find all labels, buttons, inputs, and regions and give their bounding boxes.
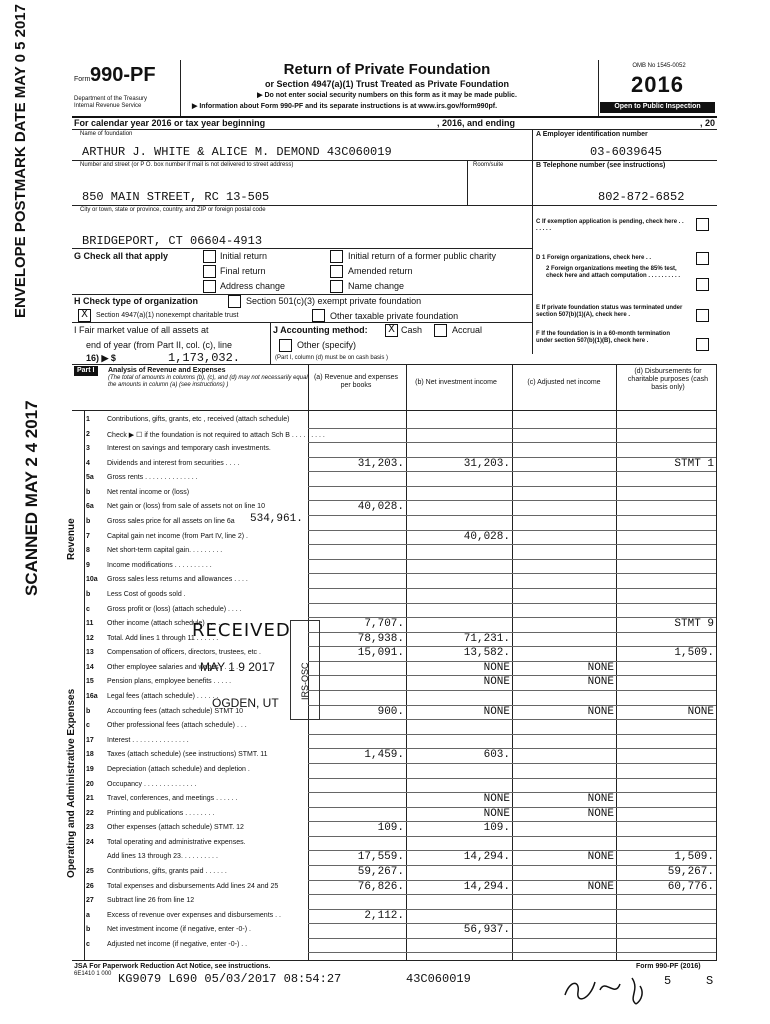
row-number: 8 <box>86 547 90 555</box>
h-501c3: Section 501(c)(3) exempt private foundation <box>246 296 422 306</box>
row-label: Compensation of officers, directors, trustees, etc . <box>107 649 261 657</box>
street-address[interactable]: 850 MAIN STREET, RC 13-505 <box>82 190 270 204</box>
col-b-value[interactable]: 13,582. <box>463 647 510 660</box>
col-c-value[interactable]: NONE <box>587 880 614 893</box>
col-c-value[interactable]: NONE <box>587 676 614 689</box>
col-b-value[interactable]: 40,028. <box>463 530 510 543</box>
row-label: Other income (attach schedule) . . . . . . <box>107 620 228 628</box>
received-stamp: RECEIVED <box>192 620 291 641</box>
phone-value[interactable]: 802-872-6852 <box>598 190 685 204</box>
omb-number: OMB No 1545-0052 <box>632 63 686 69</box>
row-number: 21 <box>86 795 94 803</box>
row-divider <box>308 515 716 516</box>
row-divider <box>308 734 716 735</box>
calendar-mid: , 2016, and ending <box>437 118 516 128</box>
foundation-name[interactable]: ARTHUR J. WHITE & ALICE M. DEMOND 43C060019 <box>82 145 392 159</box>
footer-batch: KG9079 L690 05/03/2017 08:54:27 <box>118 972 342 986</box>
city-label: City or town, state or province, country, and ZIP or foreign postal code <box>80 207 266 213</box>
col-d-value[interactable]: 1,509. <box>674 647 714 660</box>
row-label: Occupancy . . . . . . . . . . . . . . <box>107 780 197 788</box>
row-divider <box>308 544 716 545</box>
row-number: 14 <box>86 663 94 671</box>
row-label: Legal fees (attach schedule) . . . . . . <box>107 693 219 701</box>
label-f: F If the foundation is in a 60-month termination under section 507(b)(1)(B), check here . <box>536 331 671 344</box>
checkbox-amended-return[interactable] <box>330 265 343 278</box>
col-b-value[interactable]: NONE <box>483 661 510 674</box>
row-label: Taxes (attach schedule) (see instructions) STMT. 11 <box>107 751 268 759</box>
footer-s: S <box>706 974 714 988</box>
part1-tag: Part I <box>74 366 98 376</box>
g-final-return: Final return <box>220 266 266 276</box>
row-label: Adjusted net income (if negative, enter -0-) . . <box>107 940 248 948</box>
calendar-end: , 20 <box>700 118 716 128</box>
handwritten-initials-icon <box>560 970 660 1010</box>
dept-treasury: Department of the Treasury <box>74 96 148 102</box>
row-number: 9 <box>86 561 90 569</box>
row-label: Depreciation (attach schedule) and depletion . <box>107 765 250 773</box>
checkbox-former-public-charity[interactable] <box>330 250 343 263</box>
h-other-taxable: Other taxable private foundation <box>330 311 459 321</box>
row-label: Gross sales price for all assets on line 6a <box>107 518 235 526</box>
g-amended: Amended return <box>348 266 413 276</box>
h-4947: Section 4947(a)(1) nonexempt charitable trust <box>96 312 239 319</box>
part1-title: Analysis of Revenue and Expenses <box>108 367 226 374</box>
part1-title-note: (The total of amounts in columns (b), (c), and (d) may not necessarily equal the amounts in column (a) (see instructions) ) <box>108 375 308 388</box>
irs-osc-stamp: IRS-OSC <box>300 662 310 700</box>
row-divider <box>308 588 716 589</box>
col-c-value[interactable]: NONE <box>587 793 614 806</box>
row-number: b <box>86 590 91 598</box>
row-divider <box>308 675 716 676</box>
ssn-note: ▶ Do not enter social security numbers on this form as it may be made public. <box>257 92 517 99</box>
checkbox-d1[interactable] <box>696 252 709 265</box>
row-number: 16a <box>86 693 98 701</box>
col-d-value[interactable]: STMT 1 <box>674 457 714 470</box>
col-d-value[interactable]: NONE <box>687 705 714 718</box>
row-label: Gross sales less returns and allowances . . . . <box>107 576 248 584</box>
row-number: 7 <box>86 532 90 540</box>
row-label: Total. Add lines 1 through 11 . . . . . . <box>107 634 219 642</box>
checkbox-501c3[interactable] <box>228 295 241 308</box>
i-line2: end of year (from Part II, col. (c), line <box>86 340 233 350</box>
label-d2: 2 Foreign organizations meeting the 85% test, check here and attach computation . . . . . . . . . . <box>546 266 681 279</box>
col-c-value[interactable]: NONE <box>587 807 614 820</box>
checkbox-accrual[interactable] <box>434 324 447 337</box>
phone-label: B Telephone number (see instructions) <box>536 162 666 169</box>
ogden-stamp: OGDEN, UT <box>212 696 279 710</box>
footer-code: 6E1410 1 000 <box>74 971 112 977</box>
row-label: Accounting fees (attach schedule) STMT 10 <box>107 707 244 715</box>
row-label: Travel, conferences, and meetings . . . . . . <box>107 795 238 803</box>
col-c-value[interactable]: NONE <box>587 661 614 674</box>
col-d-value[interactable]: 59,267. <box>667 865 714 878</box>
col-a-value[interactable]: 78,938. <box>357 632 404 645</box>
g-former-public: Initial return of a former public charity <box>348 251 497 261</box>
label-c: C If exemption application is pending, check here . . . . . . . <box>536 219 684 232</box>
row-label: Other professional fees (attach schedule) . . . <box>107 722 247 730</box>
row-divider <box>308 778 716 779</box>
col-a-value[interactable]: 15,091. <box>357 647 404 660</box>
col-c-header: (c) Adjusted net income <box>527 379 601 386</box>
col-d-header: (d) Disbursements for charitable purposes (cash basis only) <box>627 368 709 391</box>
row-label: Net gain or (loss) from sale of assets not on line 10 <box>107 503 265 511</box>
row-divider <box>308 471 716 472</box>
row-label: Net investment income (if negative, enter -0-) . <box>107 926 251 934</box>
row-number: 24 <box>86 838 94 846</box>
row-number: 23 <box>86 824 94 832</box>
row-number: 19 <box>86 765 94 773</box>
row-divider <box>308 573 716 574</box>
col-b-value[interactable]: 14,294. <box>463 851 510 864</box>
row-divider <box>308 923 716 924</box>
row-number: 13 <box>86 649 94 657</box>
j-accrual: Accrual <box>452 325 483 335</box>
row-label: Printing and publications . . . . . . . . <box>107 809 215 817</box>
col-a-value[interactable]: 76,826. <box>357 880 404 893</box>
i-line3: 16) ▶ $ <box>86 353 116 363</box>
checkbox-4947-checked[interactable]: X <box>78 309 91 322</box>
col-d-value[interactable]: 60,776. <box>667 880 714 893</box>
col-c-value[interactable]: NONE <box>587 705 614 718</box>
row-label: Other employee salaries and wages . . . . . <box>107 663 239 671</box>
row-label: Subtract line 26 from line 12 <box>107 897 195 905</box>
row-number: 22 <box>86 809 94 817</box>
row-number: 25 <box>86 867 94 875</box>
name-label: Name of foundation <box>80 131 133 137</box>
col-b-value[interactable]: 109. <box>483 822 510 835</box>
col-b-value[interactable]: NONE <box>483 676 510 689</box>
col-c-value[interactable]: NONE <box>587 851 614 864</box>
checkbox-final-return[interactable] <box>203 265 216 278</box>
ein-label: A Employer identification number <box>536 131 648 138</box>
form-title: Return of Private Foundation <box>283 61 491 78</box>
row-label: Capital gain net income (from Part IV, line 2) . <box>107 532 248 540</box>
row-number: 15 <box>86 678 94 686</box>
row-number: 20 <box>86 780 94 788</box>
row-divider <box>308 661 716 662</box>
col-d-value[interactable]: STMT 9 <box>674 618 714 631</box>
ein-value[interactable]: 03-6039645 <box>590 145 663 159</box>
footer-id: 43C060019 <box>406 972 471 986</box>
row-label: Total operating and administrative expenses. <box>107 838 246 846</box>
label-d1: D 1 Foreign organizations, check here . . <box>536 255 652 261</box>
row-label: Contributions, gifts, grants paid . . . . . . <box>107 867 227 875</box>
row-divider <box>308 719 716 720</box>
tax-year: 2016 <box>631 72 684 97</box>
open-public-badge: Open to Public Inspection <box>600 102 715 113</box>
calendar-label: For calendar year 2016 or tax year beginning <box>74 118 266 128</box>
room-label: Room/suite <box>473 162 504 168</box>
form-number: 990-PF <box>90 64 156 86</box>
row-label: Excess of revenue over expenses and disbursements . . <box>107 911 281 919</box>
j-other: Other (specify) <box>297 340 357 350</box>
row-number: b <box>86 488 91 496</box>
row-label: Contributions, gifts, grants, etc , received (attach schedule) <box>107 416 290 423</box>
checkbox-other-taxable[interactable] <box>312 309 325 322</box>
received-date-stamp: MAY 1 9 2017 <box>200 660 275 674</box>
envelope-postmark-stamp: ENVELOPE POSTMARK DATE MAY 0 5 2017 <box>12 4 29 318</box>
i-line1: I Fair market value of all assets at <box>74 325 209 335</box>
row-number: 27 <box>86 897 94 905</box>
col-b-header: (b) Net investment income <box>415 379 497 386</box>
row-label: Gross rents . . . . . . . . . . . . . . <box>107 474 198 482</box>
row-number: 17 <box>86 736 94 744</box>
row-number: 3 <box>86 445 90 453</box>
col-a-value[interactable]: 2,112. <box>364 909 404 922</box>
checkbox-initial-return[interactable] <box>203 250 216 263</box>
row-label: Dividends and interest from securities . . . . <box>107 459 240 467</box>
row-divider <box>308 836 716 837</box>
col-a-value[interactable]: 7,707. <box>364 618 404 631</box>
row-divider <box>308 807 716 808</box>
row-number: b <box>86 926 91 934</box>
row-number: 12 <box>86 634 94 642</box>
row-number: 10a <box>86 576 98 584</box>
col-a-value[interactable]: 1,459. <box>364 749 404 762</box>
h-label: H Check type of organization <box>74 296 199 306</box>
checkbox-d2[interactable] <box>696 278 709 291</box>
row-number: 18 <box>86 751 94 759</box>
col-d-value[interactable]: 1,509. <box>674 851 714 864</box>
line6b-value[interactable]: 534,961. <box>250 513 303 525</box>
row-label: Net short-term capital gain. . . . . . . . . <box>107 547 223 555</box>
row-label: Pension plans, employee benefits . . . . . <box>107 678 232 686</box>
g-initial-return: Initial return <box>220 251 268 261</box>
col-b-value[interactable]: NONE <box>483 793 510 806</box>
row-divider <box>308 952 716 953</box>
row-divider <box>308 792 716 793</box>
checkbox-f[interactable] <box>696 338 709 351</box>
row-divider <box>308 486 716 487</box>
row-label: Gross profit or (loss) (attach schedule) . . . . <box>107 605 242 613</box>
row-divider <box>308 428 716 429</box>
city-state-zip[interactable]: BRIDGEPORT, CT 06604-4913 <box>82 234 263 248</box>
row-number: c <box>86 722 90 730</box>
j-cash: Cash <box>401 325 423 335</box>
row-number: 6a <box>86 503 94 511</box>
row-divider <box>308 763 716 764</box>
col-b-value[interactable]: 603. <box>483 749 510 762</box>
row-label: Income modifications . . . . . . . . . . <box>107 561 212 569</box>
instructions-note: ▶ Information about Form 990-PF and its separate instructions is at www.irs.gov/form990pf. <box>192 103 498 110</box>
form-prefix: Form <box>74 76 91 83</box>
checkbox-other-method[interactable] <box>279 339 292 352</box>
row-label: Add lines 13 through 23. . . . . . . . . . <box>107 853 218 861</box>
form-subtitle: or Section 4947(a)(1) Trust Treated as Private Foundation <box>264 79 510 89</box>
fair-market-value[interactable]: 1,173,032. <box>168 351 241 365</box>
col-a-value[interactable]: 109. <box>377 822 404 835</box>
col-b-value[interactable]: 31,203. <box>463 457 510 470</box>
col-a-value[interactable]: 17,559. <box>357 851 404 864</box>
irs-label: Internal Revenue Service <box>74 103 142 109</box>
col-a-value[interactable]: 59,267. <box>357 865 404 878</box>
row-number: 26 <box>86 882 94 890</box>
row-label: Total expenses and disbursements Add lines 24 and 25 <box>107 882 279 890</box>
footer-page: 5 <box>664 974 672 988</box>
col-b-value[interactable]: NONE <box>483 807 510 820</box>
col-a-value[interactable]: 31,203. <box>357 457 404 470</box>
g-name-change: Name change <box>348 281 405 291</box>
col-b-value[interactable]: 56,937. <box>463 924 510 937</box>
stamp-frame <box>290 620 320 720</box>
row-divider <box>308 690 716 691</box>
checkbox-name-change[interactable] <box>330 280 343 293</box>
row-label: Less Cost of goods sold . <box>107 590 186 598</box>
checkbox-c[interactable] <box>696 218 709 231</box>
expenses-section-label: Operating and Administrative Expenses <box>66 688 77 878</box>
col-b-value[interactable]: 71,231. <box>463 632 510 645</box>
row-number: b <box>86 707 91 715</box>
col-b-value[interactable]: 14,294. <box>463 880 510 893</box>
j-label: J Accounting method: <box>273 325 368 335</box>
row-number: 5a <box>86 474 94 482</box>
row-number: b <box>86 518 91 526</box>
row-divider <box>308 894 716 895</box>
checkbox-address-change[interactable] <box>203 280 216 293</box>
footer-jsa: JSA For Paperwork Reduction Act Notice, see instructions. <box>74 963 271 970</box>
row-label: Interest on savings and temporary cash investments. <box>107 445 271 453</box>
g-label: G Check all that apply <box>74 251 169 261</box>
street-label: Number and street (or P O. box number if mail is not delivered to street address) <box>80 162 294 168</box>
col-b-value[interactable]: NONE <box>483 705 510 718</box>
row-divider <box>308 530 716 531</box>
row-number: c <box>86 940 90 948</box>
col-a-value[interactable]: 900. <box>377 705 404 718</box>
row-number: a <box>86 911 90 919</box>
j-note: (Part I, column (d) must be on cash basis ) <box>275 355 389 361</box>
revenue-section-label: Revenue <box>66 518 77 560</box>
row-number: 1 <box>86 416 90 423</box>
row-number: 4 <box>86 459 90 467</box>
footer-form: Form 990-PF (2016) <box>636 963 701 970</box>
row-number: c <box>86 605 90 613</box>
row-label: Net rental income or (loss) <box>107 488 190 496</box>
checkbox-e[interactable] <box>696 309 709 322</box>
g-address-change: Address change <box>220 281 286 291</box>
row-label: Interest . . . . . . . . . . . . . . . <box>107 736 189 744</box>
scanned-stamp: SCANNED MAY 2 4 2017 <box>22 400 41 596</box>
col-a-header: (a) Revenue and expenses per books <box>313 374 399 389</box>
label-e: E If private foundation status was terminated under section 507(b)(1)(A), check here . <box>536 305 683 318</box>
row-divider <box>308 442 716 443</box>
col-a-value[interactable]: 40,028. <box>357 501 404 514</box>
row-divider <box>308 603 716 604</box>
row-number: 2 <box>86 430 90 438</box>
row-divider <box>308 559 716 560</box>
row-divider <box>308 938 716 939</box>
checkbox-cash-checked[interactable]: X <box>385 324 398 337</box>
row-label: Check ▶ ☐ if the foundation is not required to attach Sch B . . . . . . . . . <box>107 431 325 439</box>
row-number: 11 <box>86 620 94 628</box>
row-label: Other expenses (attach schedule) STMT. 12 <box>107 824 244 832</box>
